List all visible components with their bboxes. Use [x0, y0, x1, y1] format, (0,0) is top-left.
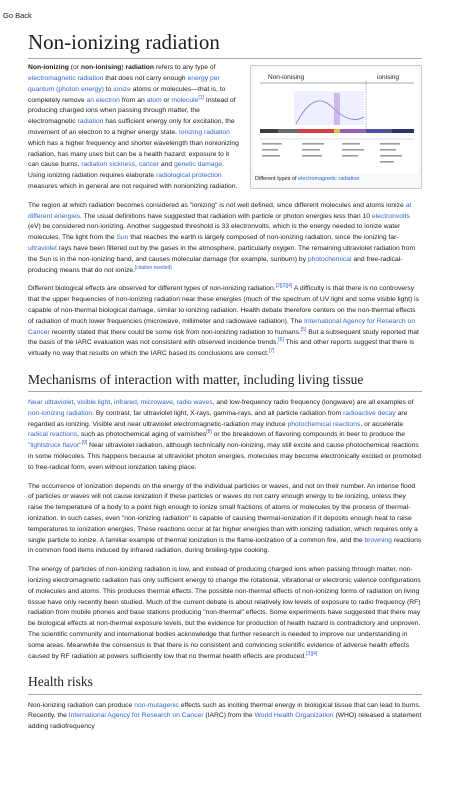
caption-text: Different types of: [255, 176, 299, 183]
link[interactable]: International Agency for Research on Cancer: [28, 317, 416, 336]
link[interactable]: browning: [364, 536, 392, 544]
bold-term: radiation: [125, 64, 155, 72]
text: ,: [172, 399, 177, 407]
legend-placeholder: [262, 155, 280, 157]
text: are regarded as ionizing. Visible and near ultraviolet electromagnetic-radiation may induce: [28, 409, 408, 428]
legend-placeholder: [342, 149, 364, 151]
text: reactions in common food items induced by infrared radiation, during broiling-type cooking.: [28, 536, 422, 555]
link[interactable]: electromagnetic radiation: [28, 74, 104, 82]
spectrum-figure: [250, 65, 422, 189]
link[interactable]: Near ultraviolet: [28, 399, 74, 407]
citation-link[interactable]: [3][4]: [306, 650, 318, 657]
text: (or: [68, 64, 81, 72]
text: to: [103, 85, 114, 93]
link[interactable]: "lightstruck flavor": [28, 442, 82, 450]
citation-link[interactable]: [2][3][4]: [275, 283, 293, 290]
legend-placeholder: [380, 143, 400, 145]
text: . By contrast, far ultraviolet light, X-rays, gamma-rays, and all particle radiation from: [92, 409, 344, 417]
link[interactable]: photochemical: [307, 255, 352, 263]
text: . Using ionizing radiation requires elaborate: [28, 161, 224, 180]
legend-placeholder: [380, 155, 402, 157]
text: which has a higher frequency and shorter wavelength than nonionizing radiation, has many uses but can be a health hazard; exposure to it can cause burns,: [28, 139, 239, 169]
text: measures which in general are not required with nonionizing radiation.: [28, 182, 238, 190]
spectrum-band-radio: [260, 129, 278, 133]
link[interactable]: radioactive decay: [343, 409, 396, 417]
text: that reaches the earth is largely composed of non-ionizing radiation, since the ionizing far-: [128, 234, 399, 242]
text: Instead of producing charged ions when passing through matter, the electromagnetic: [28, 96, 236, 126]
graph-area: [294, 91, 364, 125]
spectrum-band-infrared: [298, 129, 334, 133]
link[interactable]: visible light: [77, 399, 111, 407]
top-bar: [0, 0, 450, 22]
text: ,: [134, 161, 139, 169]
legend-placeholder: [380, 161, 394, 163]
text: But a subsequent study reported that the basis of the IARC evaluation was not consistent with observed incidence trends.: [28, 328, 419, 347]
link[interactable]: radical reactions: [28, 431, 78, 439]
link[interactable]: electronvolts: [371, 212, 410, 220]
legend-placeholder: [342, 155, 358, 157]
figure-caption: [254, 173, 418, 185]
citation-link[interactable]: [9]: [81, 440, 88, 447]
link[interactable]: at different energies: [28, 201, 412, 220]
link[interactable]: World Health Organization: [254, 712, 334, 720]
bold-term: non-ionising: [80, 64, 122, 72]
text: Different biological effects are observed for different types of non-ionizing radiation.: [28, 285, 276, 293]
text: . The usual definitions have suggested that radiation with particle or photon energies less than 10: [80, 212, 372, 220]
link[interactable]: radiological protection: [155, 172, 222, 180]
text: A difficulty is that there is no controversy that the upper frequencies of non-ionizing radiation near these energies (much of the spectrum of UV light and some visible light) is capable of non-thermal biological damage, similar to ionizing radiation. Health debate therefore centers on the non-thermal effects of radiation of much lower frequencies (microwave, millimeter and radiowave radiation). The: [28, 285, 419, 325]
text: This and other reports suggest that there is virtually no way that results on which the IARC based its conclusions are correct.: [28, 339, 415, 358]
link[interactable]: Ionizing radiation: [178, 128, 230, 136]
link[interactable]: radiation sickness: [81, 161, 135, 169]
text: refers to any type of: [154, 64, 216, 72]
citation-link[interactable]: [7]: [268, 347, 275, 354]
spectrum-band-xray: [366, 129, 392, 133]
article-page: [0, 22, 450, 800]
link[interactable]: atom: [146, 96, 162, 104]
text: recently stated that there could be some risk from non-ionizing radiation to humans.: [49, 328, 301, 336]
text: The energy of particles of non-ionizing radiation is low, and instead of producing charged ions when passing through matter, non-ionizing electromagnetic radiation has only sufficient energy to change the rotational, vibrational or electronic valence configurations of molecules and atoms. This produces thermal effects. The possible non-thermal effects of non-ionizing forms of radiation on living tissue have only recently been studied. Much of the current debate is about relatively low levels of exposure to radio frequency (RF) radiation from mobile phones and base stations producing "non-thermal" effects. Some experiments have suggested that there may be biological effects at non-thermal exposure levels, but the evidence for production of health hazard is contradictory and unproven. The scientific community and international bodies acknowledge that further research is needed to improve our understanding in some areas. Meanwhile the consensus is that there is no consistent and convincing scientific evidence of adverse health effects caused by RF radiation at powers sufficiently low that no thermal health effects are produced.: [28, 566, 421, 660]
link[interactable]: non-ionizing radiation: [28, 409, 93, 417]
text: ): [121, 64, 126, 72]
link[interactable]: International Agency for Research on Cancer: [68, 712, 204, 720]
link[interactable]: photochemical reactions: [287, 420, 361, 428]
text: , or accelerate: [360, 420, 404, 428]
text: , such as photochemical aging of varnishes: [77, 431, 207, 439]
paragraph-ionization-energy: [28, 482, 422, 558]
text: atoms or molecules—that is, to completely remove: [28, 85, 226, 104]
text: (IARC) from the: [203, 712, 255, 720]
legend-placeholder: [302, 143, 324, 145]
bold-term: Non-ionizing: [28, 64, 69, 72]
link[interactable]: Sun: [116, 234, 129, 242]
legend-placeholder: [342, 143, 360, 145]
legend-placeholder: [262, 143, 282, 145]
section-heading-health-risks: Health risks: [28, 674, 422, 694]
text: effects such as inciting thermal energy in biological tissue that can lead to burns. Recently, the: [28, 701, 421, 720]
link[interactable]: ultraviolet: [28, 244, 57, 252]
lead-section: [28, 63, 422, 201]
text: rays have been filtered out by the gases in the atmosphere, particularly oxygen. The remaining ultraviolet radiation from the Sun is in the non-ionizing band, and causes molecular damage (for example, sunburn) by: [28, 244, 416, 263]
citation-link[interactable]: [1]: [198, 94, 204, 101]
link[interactable]: infrared: [113, 399, 137, 407]
text: , and low-frequency radio frequency (longwave) are all examples of: [212, 399, 414, 407]
text: ,: [136, 399, 141, 407]
text: from an: [119, 96, 147, 104]
paragraph-health-risks: [28, 701, 422, 733]
link[interactable]: ionize: [113, 85, 131, 93]
paragraph-biological-effects: [28, 284, 422, 360]
spectrum-band-ultraviolet: [340, 129, 366, 133]
link[interactable]: cancer: [138, 161, 159, 169]
text: ,: [73, 399, 78, 407]
section-heading-mechanisms: Mechanisms of interaction with matter, including living tissue: [28, 372, 422, 392]
text: Near ultraviolet radiation, although technically non-ionizing, may still excite and cause photochemical reactions in some molecules. This happens because at ultraviolet photon energies, molecules may become electronically excited or promoted to free-radical form, even without ionization taking place.: [28, 442, 422, 471]
go-back-link[interactable]: Go Back: [3, 11, 32, 20]
link[interactable]: radiation: [77, 118, 104, 126]
text: ,: [110, 399, 114, 407]
text: that does not carry enough: [103, 74, 188, 82]
paragraph-examples: [28, 398, 422, 474]
citation-needed-link[interactable]: [citation needed]: [134, 264, 172, 271]
text: and: [158, 161, 174, 169]
page-title: Non-ionizing radiation: [28, 30, 422, 59]
text: or the breakdown of flavoring compounds in beer to produce the: [211, 431, 406, 439]
legend-placeholder: [302, 155, 322, 157]
citation-link[interactable]: [8]: [206, 429, 212, 436]
spectrum-diagram: [254, 69, 418, 173]
article-content: [0, 30, 450, 733]
text: Non-ionizing radiation can produce: [28, 701, 135, 709]
ionising-label: ionising: [377, 74, 400, 82]
paragraph-particle-energy: [28, 565, 422, 662]
citation-link[interactable]: [5]: [300, 326, 307, 333]
text: (eV) be considered non-ionizing. Another suggested threshold is 33 electronvolts, which is the energy needed to ionize water molecules. The light from the: [28, 223, 401, 242]
caption-link[interactable]: electromagnetic radiation: [298, 176, 360, 183]
legend-placeholder: [302, 149, 320, 151]
text: and free-radical-producing means that do not ionize.: [28, 255, 403, 274]
link[interactable]: an electron: [86, 96, 120, 104]
link[interactable]: non-mutagenic: [134, 701, 179, 709]
link[interactable]: (photon energy): [56, 85, 104, 93]
visible-band: [334, 93, 340, 125]
legend-placeholder: [262, 149, 278, 151]
non-ionising-label: Non-ionising: [268, 74, 305, 82]
spectrum-band-visible: [334, 129, 340, 133]
text: or: [161, 96, 172, 104]
text: (WHO) released a statement adding radiofrequency: [28, 712, 422, 731]
link[interactable]: molecule: [171, 96, 199, 104]
legend-placeholder: [380, 149, 396, 151]
text: The occurrence of ionization depends on the energy of the individual particles or waves, and not on their number. An intense flood of particles or waves will not cause ionization if these particles or waves do not carry enough energy to be ionizing, unless they raise the temperature of a body to a point high enough to ionize small fractions of atoms or molecules by the process of thermal-ionization. In such cases, even "non-ionizing radiation" is capable of causing thermal-ionization if it deposits enough heat to raise temperatures to ionization energies. These reactions occur at far higher energies than with ionizing radiation, which requires only a single particle to ionize. A familiar example of thermal ionization is the flame-ionization of a common fire, and the: [28, 482, 418, 544]
text: The region at which radiation becomes considered as "ionizing" is not well defined, since different molecules and atoms ionize: [28, 201, 406, 209]
link[interactable]: energy per quantum: [28, 74, 220, 93]
citation-link[interactable]: [6]: [278, 337, 284, 344]
link[interactable]: microwave: [140, 399, 173, 407]
text: has sufficient energy only for excitation, the movement of an electron to a higher energy state.: [28, 118, 235, 136]
link[interactable]: genetic damage: [174, 161, 223, 169]
spectrum-band-microwave: [278, 129, 298, 133]
link[interactable]: radio waves: [176, 399, 213, 407]
spectrum-band-gamma: [392, 129, 414, 133]
paragraph-ionization-threshold: [28, 201, 422, 277]
